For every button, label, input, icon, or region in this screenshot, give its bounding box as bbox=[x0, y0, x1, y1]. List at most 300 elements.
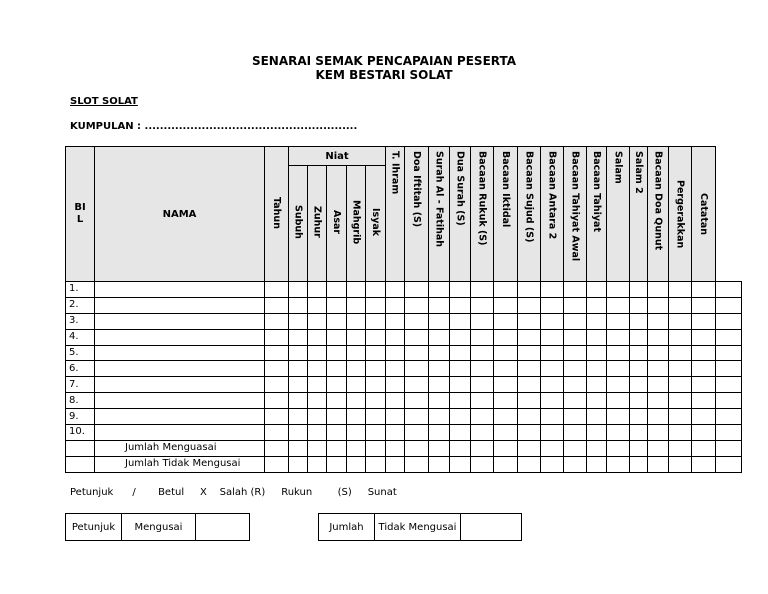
check-cell[interactable] bbox=[327, 329, 347, 345]
check-cell[interactable] bbox=[289, 440, 308, 456]
check-cell[interactable] bbox=[289, 377, 308, 393]
name-cell[interactable] bbox=[95, 409, 265, 425]
check-cell[interactable] bbox=[347, 440, 366, 456]
check-cell[interactable] bbox=[347, 393, 366, 409]
check-cell[interactable] bbox=[494, 456, 518, 472]
check-cell[interactable] bbox=[587, 456, 607, 472]
check-cell[interactable] bbox=[289, 425, 308, 441]
check-cell[interactable] bbox=[450, 377, 471, 393]
check-cell[interactable] bbox=[669, 297, 692, 313]
col-after-niat-11-header-text: Salam 2 bbox=[633, 151, 645, 194]
check-cell[interactable] bbox=[308, 425, 327, 441]
check-cell[interactable] bbox=[607, 393, 630, 409]
niat-3-header bbox=[347, 166, 366, 282]
check-cell[interactable] bbox=[630, 440, 648, 456]
check-cell[interactable] bbox=[716, 456, 742, 472]
check-cell[interactable] bbox=[494, 377, 518, 393]
check-cell[interactable] bbox=[265, 329, 289, 345]
check-cell[interactable] bbox=[541, 297, 564, 313]
col-after-niat-1-header-text: Doa Iftitah (S) bbox=[411, 151, 423, 228]
check-cell[interactable] bbox=[308, 313, 327, 329]
check-cell[interactable] bbox=[541, 393, 564, 409]
check-cell[interactable] bbox=[308, 377, 327, 393]
check-cell[interactable] bbox=[630, 329, 648, 345]
check-cell[interactable] bbox=[265, 313, 289, 329]
check-cell[interactable] bbox=[429, 456, 450, 472]
check-cell[interactable] bbox=[429, 440, 450, 456]
check-cell[interactable] bbox=[541, 329, 564, 345]
check-cell[interactable] bbox=[386, 345, 405, 361]
check-cell[interactable] bbox=[347, 313, 366, 329]
check-cell[interactable] bbox=[607, 425, 630, 441]
check-cell[interactable] bbox=[587, 409, 607, 425]
check-cell[interactable] bbox=[327, 409, 347, 425]
check-cell[interactable] bbox=[669, 361, 692, 377]
check-cell[interactable] bbox=[327, 361, 347, 377]
check-cell[interactable] bbox=[564, 393, 587, 409]
check-cell[interactable] bbox=[692, 361, 716, 377]
check-cell[interactable] bbox=[471, 313, 494, 329]
check-cell[interactable] bbox=[630, 409, 648, 425]
tidak-mengusai-box-value[interactable] bbox=[461, 514, 522, 541]
check-cell[interactable] bbox=[405, 425, 429, 441]
check-cell[interactable] bbox=[308, 409, 327, 425]
check-cell[interactable] bbox=[648, 361, 669, 377]
check-cell[interactable] bbox=[471, 361, 494, 377]
check-cell[interactable] bbox=[405, 282, 429, 298]
name-cell[interactable] bbox=[95, 282, 265, 298]
check-cell[interactable] bbox=[541, 456, 564, 472]
petunjuk-box-label: Petunjuk bbox=[66, 514, 122, 541]
check-cell[interactable] bbox=[450, 456, 471, 472]
check-cell[interactable] bbox=[289, 409, 308, 425]
check-cell[interactable] bbox=[692, 345, 716, 361]
check-cell[interactable] bbox=[518, 456, 541, 472]
legend-sunat: Sunat bbox=[367, 487, 397, 498]
check-cell[interactable] bbox=[648, 409, 669, 425]
check-cell[interactable] bbox=[405, 456, 429, 472]
check-cell[interactable] bbox=[587, 329, 607, 345]
check-cell[interactable] bbox=[692, 329, 716, 345]
check-cell[interactable] bbox=[429, 393, 450, 409]
check-cell[interactable] bbox=[429, 409, 450, 425]
name-cell[interactable] bbox=[95, 297, 265, 313]
check-cell[interactable] bbox=[494, 393, 518, 409]
niat-2-header bbox=[327, 166, 347, 282]
check-cell[interactable] bbox=[471, 282, 494, 298]
check-cell[interactable] bbox=[405, 345, 429, 361]
name-cell[interactable] bbox=[95, 393, 265, 409]
check-cell[interactable] bbox=[327, 425, 347, 441]
check-cell[interactable] bbox=[347, 409, 366, 425]
check-cell[interactable] bbox=[450, 297, 471, 313]
row-number-cell: 1. bbox=[66, 282, 95, 298]
check-cell[interactable] bbox=[366, 456, 386, 472]
check-cell[interactable] bbox=[289, 345, 308, 361]
check-cell[interactable] bbox=[265, 297, 289, 313]
check-cell[interactable] bbox=[587, 361, 607, 377]
col-after-niat-4-header bbox=[471, 147, 494, 282]
check-cell[interactable] bbox=[669, 440, 692, 456]
check-cell[interactable] bbox=[327, 377, 347, 393]
check-cell[interactable] bbox=[289, 456, 308, 472]
check-cell[interactable] bbox=[607, 313, 630, 329]
check-cell[interactable] bbox=[692, 425, 716, 441]
check-cell[interactable] bbox=[471, 377, 494, 393]
check-cell[interactable] bbox=[289, 393, 308, 409]
check-cell[interactable] bbox=[669, 456, 692, 472]
check-cell[interactable] bbox=[692, 456, 716, 472]
check-cell[interactable] bbox=[518, 393, 541, 409]
check-cell[interactable] bbox=[265, 282, 289, 298]
check-cell[interactable] bbox=[630, 313, 648, 329]
check-cell[interactable] bbox=[386, 377, 405, 393]
check-cell[interactable] bbox=[587, 377, 607, 393]
name-cell[interactable] bbox=[95, 377, 265, 393]
check-cell[interactable] bbox=[716, 345, 742, 361]
check-cell[interactable] bbox=[386, 393, 405, 409]
check-cell[interactable] bbox=[607, 329, 630, 345]
check-cell[interactable] bbox=[669, 282, 692, 298]
check-cell[interactable] bbox=[347, 377, 366, 393]
check-cell[interactable] bbox=[669, 345, 692, 361]
check-cell[interactable] bbox=[366, 440, 386, 456]
check-cell[interactable] bbox=[518, 345, 541, 361]
check-cell[interactable] bbox=[405, 409, 429, 425]
name-cell[interactable] bbox=[95, 425, 265, 441]
check-cell[interactable] bbox=[494, 440, 518, 456]
check-cell[interactable] bbox=[366, 297, 386, 313]
check-cell[interactable] bbox=[471, 425, 494, 441]
check-cell[interactable] bbox=[450, 282, 471, 298]
check-cell[interactable] bbox=[692, 409, 716, 425]
table-row bbox=[66, 345, 742, 361]
check-cell[interactable] bbox=[308, 456, 327, 472]
check-cell[interactable] bbox=[564, 409, 587, 425]
check-cell[interactable] bbox=[669, 329, 692, 345]
check-cell[interactable] bbox=[607, 456, 630, 472]
table-row bbox=[66, 361, 742, 377]
check-cell[interactable] bbox=[386, 329, 405, 345]
check-cell[interactable] bbox=[716, 440, 742, 456]
check-cell[interactable] bbox=[607, 409, 630, 425]
check-cell[interactable] bbox=[429, 345, 450, 361]
check-cell[interactable] bbox=[327, 440, 347, 456]
check-cell[interactable] bbox=[541, 361, 564, 377]
check-cell[interactable] bbox=[648, 329, 669, 345]
check-cell[interactable] bbox=[607, 440, 630, 456]
check-cell[interactable] bbox=[429, 313, 450, 329]
check-cell[interactable] bbox=[564, 361, 587, 377]
check-cell[interactable] bbox=[587, 313, 607, 329]
check-cell[interactable] bbox=[518, 409, 541, 425]
check-cell[interactable] bbox=[327, 456, 347, 472]
check-cell[interactable] bbox=[518, 297, 541, 313]
check-cell[interactable] bbox=[518, 361, 541, 377]
check-cell[interactable] bbox=[669, 425, 692, 441]
check-cell[interactable] bbox=[648, 440, 669, 456]
check-cell[interactable] bbox=[450, 313, 471, 329]
check-cell[interactable] bbox=[308, 329, 327, 345]
check-cell[interactable] bbox=[587, 440, 607, 456]
check-cell[interactable] bbox=[265, 377, 289, 393]
check-cell[interactable] bbox=[692, 377, 716, 393]
check-cell[interactable] bbox=[471, 456, 494, 472]
check-cell[interactable] bbox=[564, 313, 587, 329]
check-cell[interactable] bbox=[494, 425, 518, 441]
legend-r: (R) bbox=[250, 487, 266, 498]
check-cell[interactable] bbox=[607, 345, 630, 361]
check-cell[interactable] bbox=[541, 409, 564, 425]
check-cell[interactable] bbox=[366, 345, 386, 361]
check-cell[interactable] bbox=[541, 313, 564, 329]
check-cell[interactable] bbox=[308, 297, 327, 313]
name-cell[interactable] bbox=[95, 329, 265, 345]
check-cell[interactable] bbox=[587, 297, 607, 313]
check-cell[interactable] bbox=[716, 329, 742, 345]
col-after-niat-0-header bbox=[386, 147, 405, 282]
check-cell[interactable] bbox=[429, 329, 450, 345]
check-cell[interactable] bbox=[648, 377, 669, 393]
check-cell[interactable] bbox=[587, 425, 607, 441]
check-cell[interactable] bbox=[289, 297, 308, 313]
check-cell[interactable] bbox=[347, 282, 366, 298]
mengusai-box-value[interactable] bbox=[196, 514, 250, 541]
check-cell[interactable] bbox=[607, 377, 630, 393]
check-cell[interactable] bbox=[405, 313, 429, 329]
check-cell[interactable] bbox=[518, 329, 541, 345]
check-cell[interactable] bbox=[429, 282, 450, 298]
check-cell[interactable] bbox=[494, 329, 518, 345]
check-cell[interactable] bbox=[564, 345, 587, 361]
check-cell[interactable] bbox=[471, 329, 494, 345]
check-cell[interactable] bbox=[541, 425, 564, 441]
check-cell[interactable] bbox=[289, 329, 308, 345]
check-cell[interactable] bbox=[630, 456, 648, 472]
check-cell[interactable] bbox=[450, 409, 471, 425]
check-cell[interactable] bbox=[450, 345, 471, 361]
check-cell[interactable] bbox=[564, 425, 587, 441]
check-cell[interactable] bbox=[587, 345, 607, 361]
check-cell[interactable] bbox=[518, 377, 541, 393]
check-cell[interactable] bbox=[308, 440, 327, 456]
check-cell[interactable] bbox=[692, 282, 716, 298]
check-cell[interactable] bbox=[716, 425, 742, 441]
check-cell[interactable] bbox=[265, 456, 289, 472]
check-cell[interactable] bbox=[265, 440, 289, 456]
check-cell[interactable] bbox=[327, 297, 347, 313]
check-cell[interactable] bbox=[366, 329, 386, 345]
legend-salah: Salah bbox=[219, 487, 248, 498]
check-cell[interactable] bbox=[366, 313, 386, 329]
check-cell[interactable] bbox=[347, 456, 366, 472]
check-cell[interactable] bbox=[471, 440, 494, 456]
check-cell[interactable] bbox=[564, 440, 587, 456]
check-cell[interactable] bbox=[450, 425, 471, 441]
check-cell[interactable] bbox=[386, 361, 405, 377]
check-cell[interactable] bbox=[564, 456, 587, 472]
check-cell[interactable] bbox=[692, 440, 716, 456]
check-cell[interactable] bbox=[587, 393, 607, 409]
check-cell[interactable] bbox=[366, 425, 386, 441]
check-cell[interactable] bbox=[347, 361, 366, 377]
check-cell[interactable] bbox=[450, 329, 471, 345]
check-cell[interactable] bbox=[347, 329, 366, 345]
check-cell[interactable] bbox=[630, 345, 648, 361]
check-cell[interactable] bbox=[308, 393, 327, 409]
check-cell[interactable] bbox=[327, 393, 347, 409]
col-after-niat-12-header-text: Bacaan Doa Qunut bbox=[652, 151, 664, 251]
check-cell[interactable] bbox=[429, 425, 450, 441]
check-cell[interactable] bbox=[669, 393, 692, 409]
check-cell[interactable] bbox=[716, 377, 742, 393]
check-cell[interactable] bbox=[669, 313, 692, 329]
check-cell[interactable] bbox=[494, 361, 518, 377]
check-cell[interactable] bbox=[564, 282, 587, 298]
check-cell[interactable] bbox=[347, 425, 366, 441]
check-cell[interactable] bbox=[518, 440, 541, 456]
check-cell[interactable] bbox=[347, 297, 366, 313]
check-cell[interactable] bbox=[716, 393, 742, 409]
check-cell[interactable] bbox=[648, 393, 669, 409]
check-cell[interactable] bbox=[716, 282, 742, 298]
check-cell[interactable] bbox=[347, 345, 366, 361]
table-row bbox=[66, 393, 742, 409]
check-cell[interactable] bbox=[405, 393, 429, 409]
check-cell[interactable] bbox=[366, 409, 386, 425]
table-row bbox=[66, 313, 742, 329]
check-cell[interactable] bbox=[564, 329, 587, 345]
check-cell[interactable] bbox=[386, 440, 405, 456]
check-cell[interactable] bbox=[366, 282, 386, 298]
check-cell[interactable] bbox=[716, 297, 742, 313]
check-cell[interactable] bbox=[541, 345, 564, 361]
check-cell[interactable] bbox=[518, 313, 541, 329]
check-cell[interactable] bbox=[564, 377, 587, 393]
check-cell[interactable] bbox=[541, 282, 564, 298]
check-cell[interactable] bbox=[518, 425, 541, 441]
check-cell[interactable] bbox=[366, 361, 386, 377]
check-cell[interactable] bbox=[648, 282, 669, 298]
check-cell[interactable] bbox=[265, 345, 289, 361]
check-cell[interactable] bbox=[386, 282, 405, 298]
check-cell[interactable] bbox=[494, 313, 518, 329]
check-cell[interactable] bbox=[494, 345, 518, 361]
check-cell[interactable] bbox=[607, 361, 630, 377]
check-cell[interactable] bbox=[716, 313, 742, 329]
check-cell[interactable] bbox=[308, 345, 327, 361]
check-cell[interactable] bbox=[265, 425, 289, 441]
col-after-niat-5-header bbox=[494, 147, 518, 282]
check-cell[interactable] bbox=[327, 313, 347, 329]
check-cell[interactable] bbox=[630, 393, 648, 409]
table-row bbox=[66, 297, 742, 313]
check-cell[interactable] bbox=[471, 297, 494, 313]
check-cell[interactable] bbox=[587, 282, 607, 298]
check-cell[interactable] bbox=[450, 440, 471, 456]
check-cell[interactable] bbox=[607, 282, 630, 298]
check-cell[interactable] bbox=[386, 425, 405, 441]
check-cell[interactable] bbox=[471, 393, 494, 409]
check-cell[interactable] bbox=[518, 282, 541, 298]
niat-0-header-text: Subuh bbox=[292, 205, 304, 239]
check-cell[interactable] bbox=[648, 425, 669, 441]
check-cell[interactable] bbox=[471, 345, 494, 361]
check-cell[interactable] bbox=[564, 297, 587, 313]
check-cell[interactable] bbox=[308, 282, 327, 298]
check-cell[interactable] bbox=[386, 313, 405, 329]
check-cell[interactable] bbox=[541, 377, 564, 393]
check-cell[interactable] bbox=[386, 456, 405, 472]
check-cell[interactable] bbox=[692, 297, 716, 313]
col-after-niat-4-header-text: Bacaan Rukuk (S) bbox=[476, 151, 488, 246]
check-cell[interactable] bbox=[494, 409, 518, 425]
check-cell[interactable] bbox=[630, 282, 648, 298]
check-cell[interactable] bbox=[630, 377, 648, 393]
check-cell[interactable] bbox=[669, 409, 692, 425]
check-cell[interactable] bbox=[607, 297, 630, 313]
name-cell[interactable] bbox=[95, 345, 265, 361]
check-cell[interactable] bbox=[450, 361, 471, 377]
check-cell[interactable] bbox=[429, 297, 450, 313]
check-cell[interactable] bbox=[692, 313, 716, 329]
check-cell[interactable] bbox=[716, 409, 742, 425]
check-cell[interactable] bbox=[429, 361, 450, 377]
check-cell[interactable] bbox=[630, 297, 648, 313]
check-cell[interactable] bbox=[648, 345, 669, 361]
check-cell[interactable] bbox=[450, 393, 471, 409]
check-cell[interactable] bbox=[327, 345, 347, 361]
check-cell[interactable] bbox=[405, 361, 429, 377]
name-cell[interactable] bbox=[95, 361, 265, 377]
check-cell[interactable] bbox=[405, 297, 429, 313]
check-cell[interactable] bbox=[405, 440, 429, 456]
check-cell[interactable] bbox=[405, 377, 429, 393]
col-after-niat-13-header-text: Pergerakkan bbox=[674, 180, 686, 249]
check-cell[interactable] bbox=[541, 440, 564, 456]
check-cell[interactable] bbox=[494, 297, 518, 313]
check-cell[interactable] bbox=[692, 393, 716, 409]
check-cell[interactable] bbox=[471, 409, 494, 425]
check-cell[interactable] bbox=[669, 377, 692, 393]
check-cell[interactable] bbox=[289, 282, 308, 298]
check-cell[interactable] bbox=[429, 377, 450, 393]
check-cell[interactable] bbox=[265, 409, 289, 425]
name-cell[interactable] bbox=[95, 313, 265, 329]
check-cell[interactable] bbox=[648, 297, 669, 313]
check-cell[interactable] bbox=[265, 361, 289, 377]
check-cell[interactable] bbox=[327, 282, 347, 298]
table-row bbox=[66, 329, 742, 345]
check-cell[interactable] bbox=[405, 329, 429, 345]
check-cell[interactable] bbox=[648, 456, 669, 472]
check-cell[interactable] bbox=[494, 282, 518, 298]
check-cell[interactable] bbox=[630, 425, 648, 441]
check-cell[interactable] bbox=[386, 409, 405, 425]
nama-header: NAMA bbox=[95, 147, 265, 282]
check-cell[interactable] bbox=[648, 313, 669, 329]
check-cell[interactable] bbox=[716, 361, 742, 377]
check-cell[interactable] bbox=[630, 361, 648, 377]
check-cell[interactable] bbox=[366, 393, 386, 409]
check-cell[interactable] bbox=[366, 377, 386, 393]
check-cell[interactable] bbox=[265, 393, 289, 409]
niat-4-header-text: Isyak bbox=[370, 207, 382, 237]
check-cell[interactable] bbox=[386, 297, 405, 313]
check-cell[interactable] bbox=[308, 361, 327, 377]
check-cell[interactable] bbox=[289, 313, 308, 329]
check-cell[interactable] bbox=[289, 361, 308, 377]
